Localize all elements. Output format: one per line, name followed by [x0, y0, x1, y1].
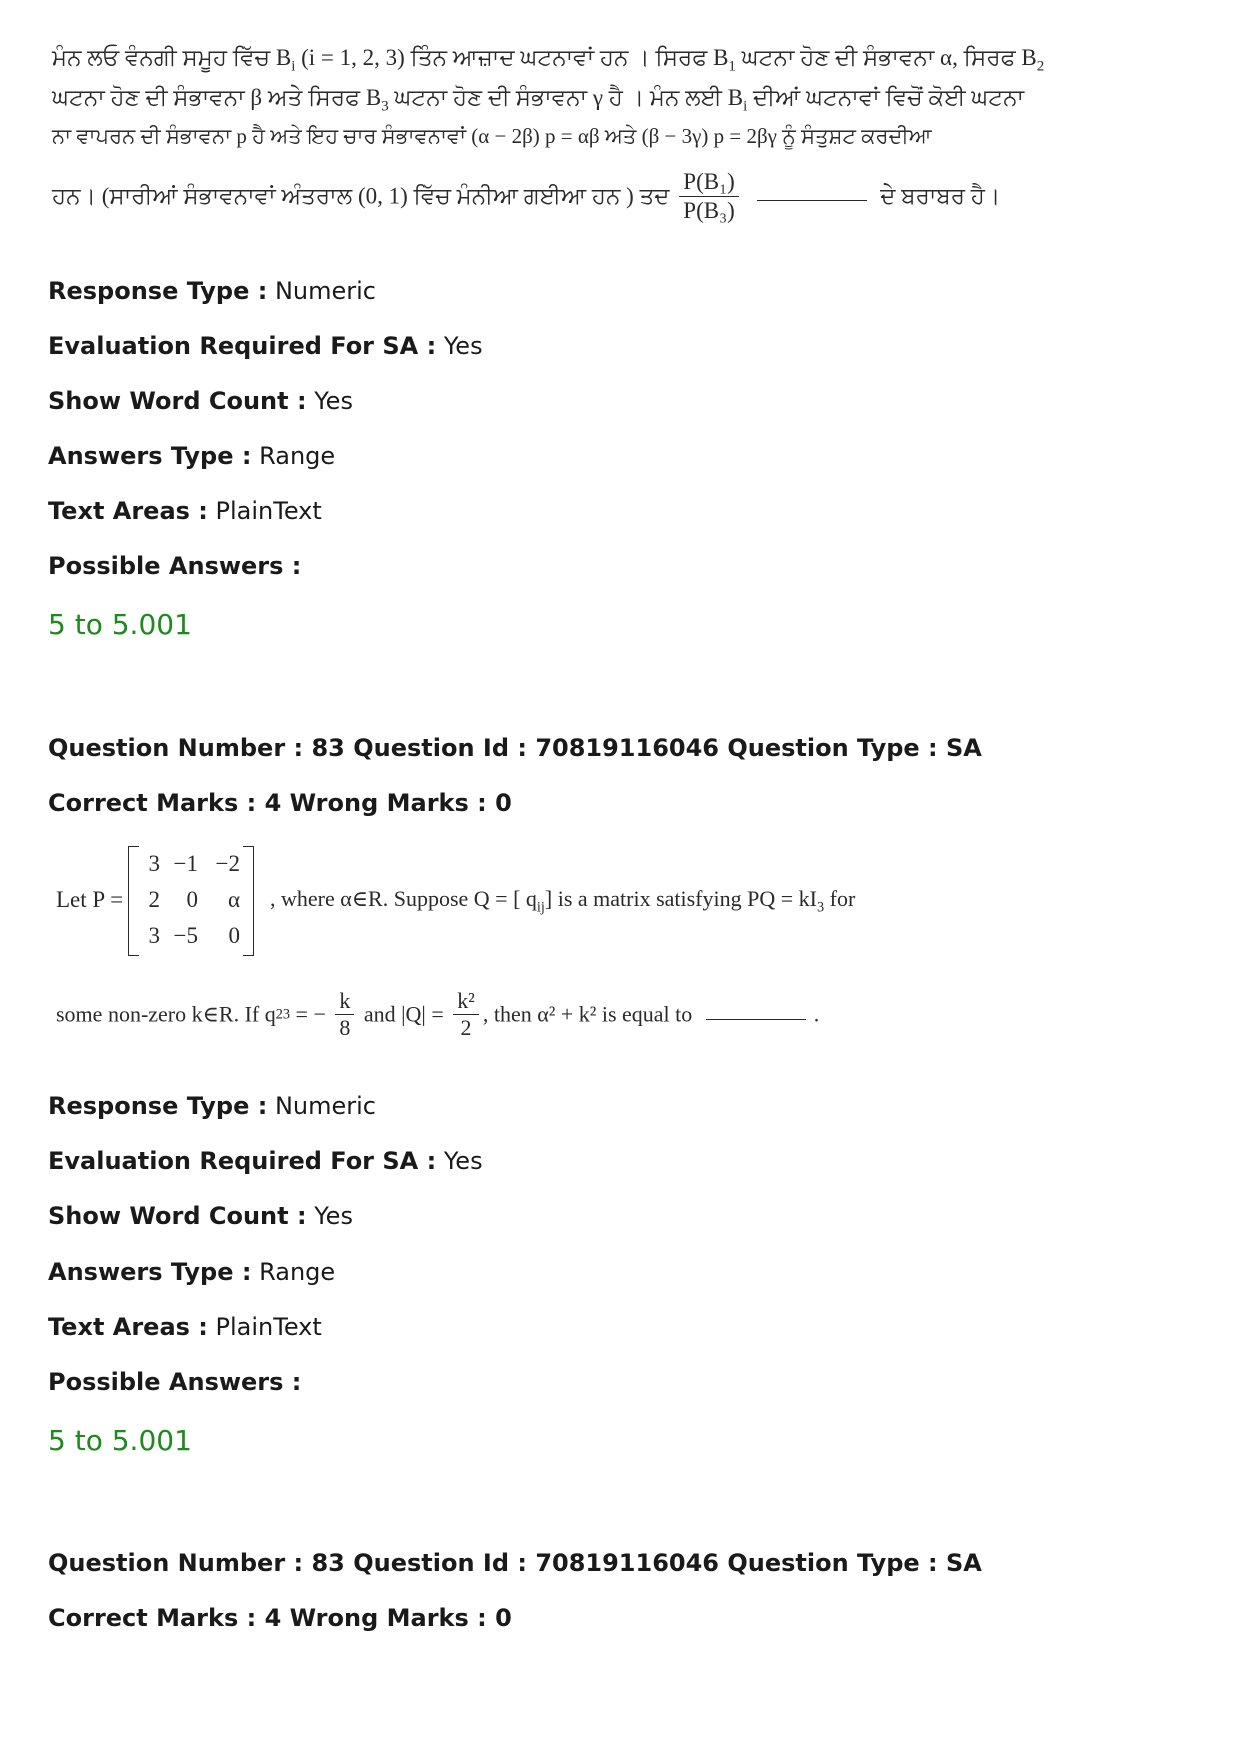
possible-answers-label: Possible Answers : — [48, 552, 302, 580]
answer-blank — [706, 1019, 806, 1020]
q82-line-1: ਮੰਨ ਲਓ ਵੰਨਗੀ ਸਮੂਹ ਵਿੱਚ $B_i$ (i = 1, 2, 3) ਤਿੰਨ ਆਜ਼ਾਦ ਘਟਨਾਵਾਂ ਹਨ । ਸਿਰਫ $B_1$ ਘਟਨਾ ਹੋਣ ਦੀ ਸੰਭਾਵਨਾ α, ਸਿਰਫ $B_2$ — [52, 45, 1045, 75]
response-type: Response Type : Numeric — [48, 277, 376, 305]
question-83-image — [52, 846, 952, 1066]
matrix-cell: 3 — [148, 923, 160, 948]
matrix-cell: −2 — [215, 851, 240, 876]
evaluation-required: Evaluation Required For SA : Yes — [48, 332, 483, 360]
question-header: Question Number : 83 Question Id : 70819116046 Question Type : SA — [48, 1549, 982, 1577]
response-type: Response Type : Numeric — [48, 1092, 376, 1120]
answers-type: Answers Type : Range — [48, 442, 336, 470]
answer-blank — [757, 200, 867, 201]
q83-line-1: , where α∈R. Suppose Q = [ $q_{ij}$] is a matrix satisfying PQ = $kI_3$ for — [270, 886, 856, 916]
question-82-image — [52, 44, 1045, 244]
answers-type: Answers Type : Range — [48, 1258, 336, 1286]
show-word-count: Show Word Count : Yes — [48, 387, 353, 415]
q83-line-2: some non-zero k∈R. If q23 = − $\frac{k}{8}$ and |Q| = $\frac{\text{k²}}{2}$ , then α² + k² is equal to . — [56, 988, 820, 1041]
matrix-p — [128, 846, 254, 954]
show-word-count: Show Word Count : Yes — [48, 1202, 353, 1230]
probability-ratio-fraction: $\frac{\text{P(B₁)}}{\text{P(B₃)}}$ — [679, 168, 738, 224]
possible-answers-label: Possible Answers : — [48, 1368, 302, 1396]
matrix-cell: 0 — [228, 923, 240, 948]
question-header: Question Number : 83 Question Id : 70819116046 Question Type : SA — [48, 734, 982, 762]
matrix-cell: α — [227, 887, 240, 912]
matrix-cell: 0 — [186, 887, 198, 912]
possible-answer-value: 5 to 5.001 — [48, 1424, 192, 1457]
q83-let: Let P = — [56, 887, 124, 912]
matrix-cell: −1 — [173, 851, 198, 876]
question-marks: Correct Marks : 4 Wrong Marks : 0 — [48, 789, 512, 817]
q82-line-4: ਹਨ। (ਸਾਰੀਆਂ ਸੰਭਾਵਨਾਵਾਂ ਅੰਤਰਾਲ (0, 1) ਵਿੱਚ ਮੰਨੀਆ ਗਈਆ ਹਨ ) ਤਦ $\frac{\text{P(B₁)}}{\text{P(B₃)}}$ ਦੇ ਬਰਾਬਰ ਹੈ। — [52, 169, 1001, 223]
matrix-cell: −5 — [173, 923, 198, 948]
question-marks: Correct Marks : 4 Wrong Marks : 0 — [48, 1604, 512, 1632]
q82-line-2: ਘਟਨਾ ਹੋਣ ਦੀ ਸੰਭਾਵਨਾ β ਅਤੇ ਸਿਰਫ $B_3$ ਘਟਨਾ ਹੋਣ ਦੀ ਸੰਭਾਵਨਾ γ ਹੈ । ਮੰਨ ਲਈ $B_i$ ਦੀਆਂ ਘਟਨਾਵਾਂ ਵਿਚੋਂ ਕੋਈ ਘਟਨਾ — [52, 85, 1025, 115]
text-areas: Text Areas : PlainText — [48, 497, 322, 525]
text-areas: Text Areas : PlainText — [48, 1313, 322, 1341]
matrix-cell: 3 — [148, 851, 160, 876]
evaluation-required: Evaluation Required For SA : Yes — [48, 1147, 483, 1175]
q82-line-3: ਨਾ ਵਾਪਰਨ ਦੀ ਸੰਭਾਵਨਾ p ਹੈ ਅਤੇ ਇਹ ਚਾਰ ਸੰਭਾਵਨਾਵਾਂ (α − 2β) p = αβ ਅਤੇ (β − 3γ) p = 2βγ ਨੂੰ ਸੰਤੁਸ਼ਟ ਕਰਦੀਆ — [52, 124, 932, 148]
k-over-8-fraction: $\frac{k}{8}$ — [335, 988, 354, 1042]
matrix-cell: 2 — [148, 887, 160, 912]
possible-answer-value: 5 to 5.001 — [48, 608, 192, 641]
matrix-right-bracket — [243, 846, 254, 956]
k-squared-over-2-fraction: $\frac{\text{k²}}{2}$ — [453, 988, 479, 1042]
